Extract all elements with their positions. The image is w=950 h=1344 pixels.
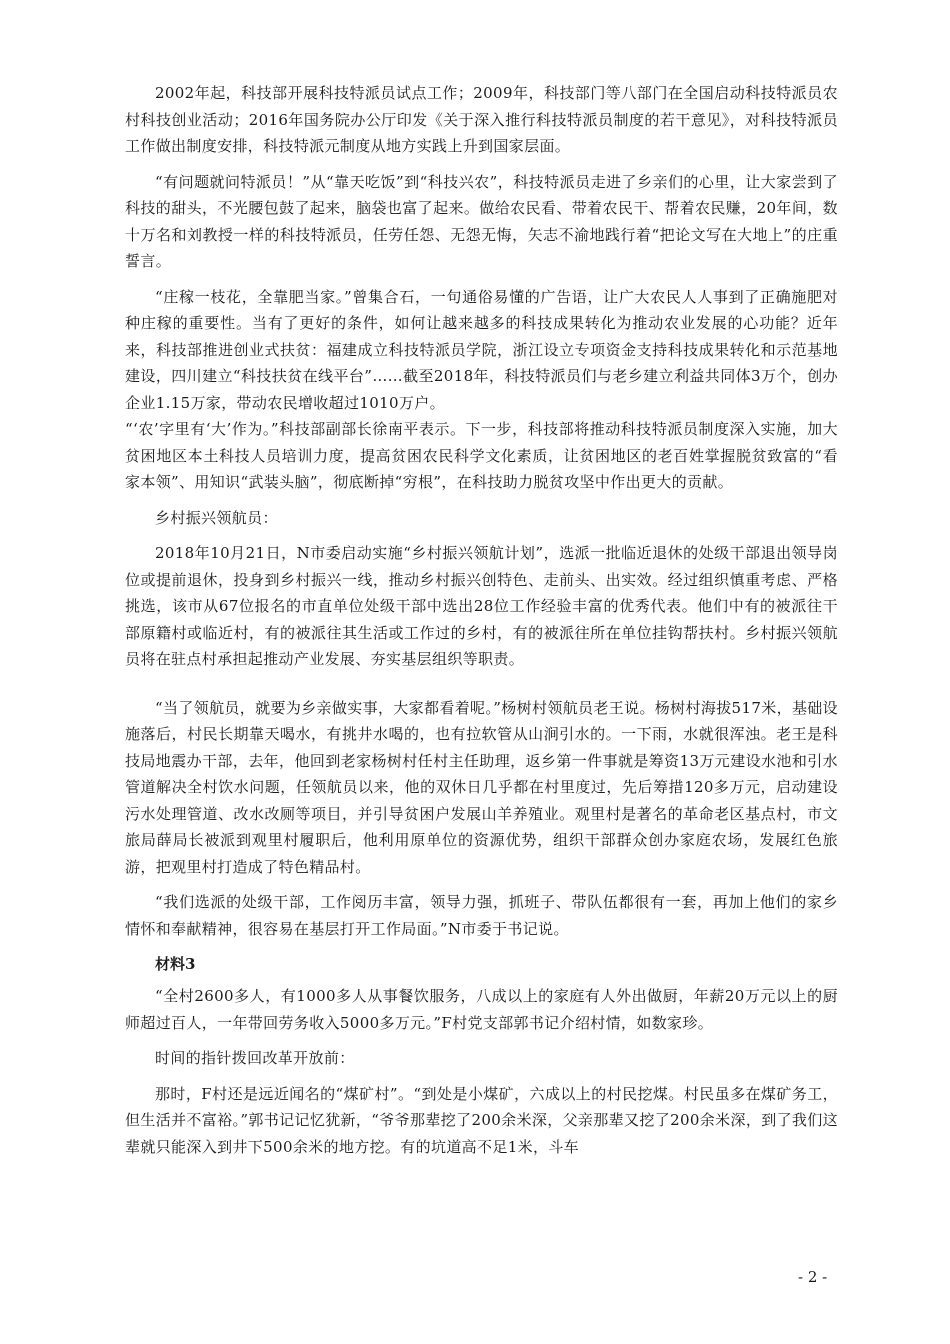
material-3-heading: 材料3 [155, 955, 196, 973]
paragraph-time-back: 时间的指针拨回改革开放前： [155, 1049, 355, 1067]
paragraph-fertilizer: “庄稼一枝花，全靠肥当家。”曾集合石，一句通俗易懂的广告语，让广大农民人人事到了正确施肥对种庄稼的重要性。当有了更好的条件，如何让越来越多的科技成果转化为推动农业发展的心功能？近年来，科技部推进创业式扶贫：福建成立科技特派员学院，浙江设立专项资金支持科技成果转化和示范基地建设，四川建立“科技扶贫在线平台”……截至2018年，科技特派员们与老乡建立利益共同体3万个，创办企业1.15万家，带动农民增收超过1010万户。 [125, 287, 838, 412]
paragraph-laowang: “当了领航员，就要为乡亲做实事，大家都看着呢。”杨树村领航员老王说。杨树村海拔517米，基础设施落后，村民长期靠天喝水，有挑井水喝的，也有拉软管从山涧引水的。一下雨，水就很浑浊。老王是科技局地震办干部，去年，他回到老家杨树村任村主任助理，返乡第一件事就是筹资13万元建设水池和引水管道解决全村饮水问题，任领航员以来，他的双休日几乎都在村里度过，先后筹措120多万元，启动建设污水处理管道、改水改厕等项目，并引导贫困户发展山羊养殖业。观里村是著名的革命老区基点村，市文旅局薛局长被派到观里村履职后，他利用原单位的资源优势，组织干部群众创办家庭农场，发展红色旅游，把观里村打造成了特色精品村。 [125, 698, 838, 876]
paragraph-agriculture-role: “‘农’字里有‘大’作为。”科技部副部长徐南平表示。下一步，科技部将推动科技特派员制度深入实施，加大贫困地区本土科技人员培训力度，提高贫困农民科学文化素质，让贫困地区的老百姓掌握脱贫致富的“看家本领”、用知识“武装头脑”，彻底断掉“穷根”，在科技助力脱贫攻坚中作出更大的贡献。 [125, 420, 838, 491]
page-body [125, 80, 838, 1169]
paragraph-coal-village: 那时，F村还是远近闻名的“煤矿村”。“到处是小煤矿，六成以上的村民挖煤。村民虽多在煤矿务工，但生活并不富裕。”郭书记记忆犹新，“爷爷那辈挖了200余米深，父亲那辈又挖了200余米深，到了我们这辈就只能深入到井下500余米的地方挖。有的坑道高不足1米，斗车 [125, 1084, 838, 1156]
paragraph-secretary-yu: “我们选派的处级干部，工作阅历丰富，领导力强，抓班子、带队伍都很有一套，再加上他们的家乡情怀和奉献精神，很容易在基层打开工作局面。”N市委于书记说。 [125, 893, 838, 938]
paragraph-pilot-plan: 2018年10月21日，N市委启动实施“乡村振兴领航计划”，选派一批临近退休的处级干部退出领导岗位或提前退休，投身到乡村振兴一线，推动乡村振兴创特色、走前头、出实效。经过组织慎重考虑、严格挑选，该市从67位报名的市直单位处级干部中选出28位工作经验丰富的优秀代表。他们中有的被派往干部原籍村或临近村，有的被派往其生活或工作过的乡村，有的被派往所在单位挂钩帮扶村。乡村振兴领航员将在驻点村承担起推动产业发展、夯实基层组织等职责。 [125, 544, 838, 668]
page-number: - 2 - [798, 1268, 828, 1286]
paragraph-f-village-stats: “全村2600多人，有1000多人从事餐饮服务，八成以上的家庭有人外出做厨，年薪20万元以上的厨师超过百人，一年带回劳务收入5000多万元。”F村党支部郭书记介绍村情，如数家珍。 [125, 987, 838, 1032]
paragraph-sci-envoy-history: 2002年起，科技部开展科技特派员试点工作；2009年，科技部门等八部门在全国启动科技特派员农村科技创业活动；2016年国务院办公厅印发《关于深入推行科技特派员制度的若干意见》，对科技特派员工作做出制度安排，科技特派元制度从地方实践上升到国家层面。 [125, 84, 838, 155]
subheading-rural-pilots: 乡村振兴领航员： [155, 508, 278, 527]
paragraph-ask-envoy: “有问题就问特派员！”从“靠天吃饭”到“科技兴农”，科技特派员走进了乡亲们的心里，让大家尝到了科技的甜头，不光腰包鼓了起来，脑袋也富了起来。做给农民看、带着农民干、帮着农民赚，20年间，数十万名和刘教授一样的科技特派员，任劳任怨、无怨无悔，矢志不渝地践行着“把论文写在大地上”的庄重誓言。 [125, 172, 838, 270]
